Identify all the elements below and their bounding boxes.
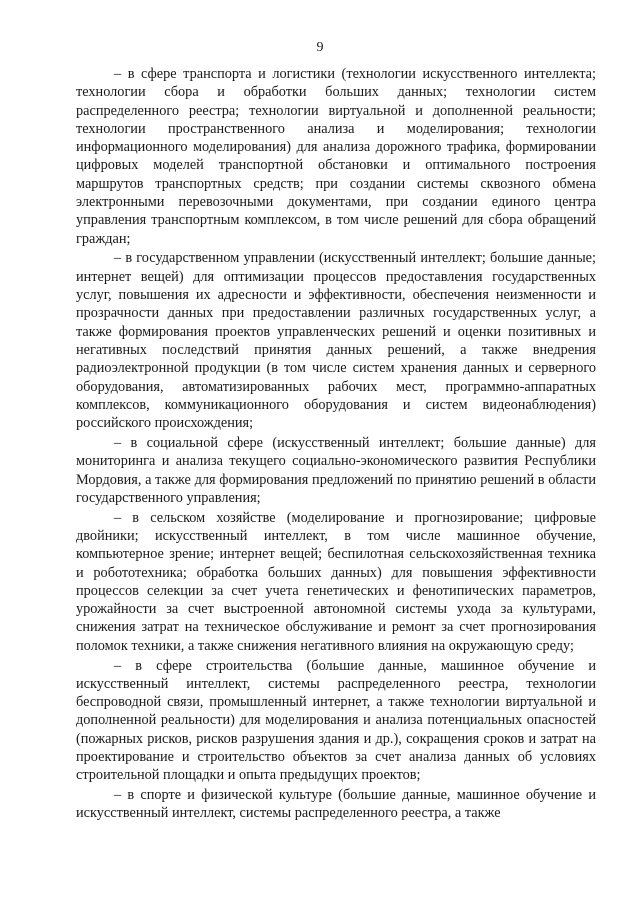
paragraph-agriculture: – в сельском хозяйстве (моделирование и прогнозирование; цифровые двойники; искусственный интеллект, в том числе машинное обучение, компьютерное зрение; интернет вещей; беспилотная сельскохозяйственная техника и робототехника; обработка больших данных) для повышения эффективности процессов селекции за счет учета генетических и фенотипических параметров, урожайности за счет выстроенной автономной системы ухода за культурами, снижения затрат на техническое обслуживание и ремонт за счет прогнозирования поломок техники, а также снижения негативного влияния на окружающую среду; — [76, 509, 596, 654]
document-body — [76, 65, 596, 824]
paragraph-government: – в государственном управлении (искусственный интеллект; большие данные; интернет вещей) для оптимизации процессов предоставления государственных услуг, повышения их адресности и эффективности, обеспечения неизменности и прозрачности данных при предоставлении различных государственных услуг, а также формирования проектов управленческих решений и оценки позитивных и негативных последствий принятия данных решений, а также внедрения радиоэлектронной продукции (в том числе систем хранения данных и серверного оборудования, автоматизированных рабочих мест, программно-аппаратных комплексов, коммуникационного оборудования и систем видеонаблюдения) российского происхождения; — [76, 250, 596, 432]
paragraph-social: – в социальной сфере (искусственный интеллект; большие данные) для мониторинга и анализа текущего социально-экономического развития Республики Мордовия, а также для формирования предложений по принятию решений в области государственного управления; — [76, 434, 596, 506]
paragraph-sport: – в спорте и физической культуре (большие данные, машинное обучение и искусственный интеллект, системы распределенного реестра, а также — [76, 787, 596, 822]
paragraph-transport: – в сфере транспорта и логистики (технологии искусственного интеллекта; технологии сбора и обработки больших данных; технологии систем распределенного реестра; технологии виртуальной и дополненной реальности; технологии пространственного анализа и моделирования; технологии информационного моделирования) для анализа дорожного трафика, формировании цифровых моделей транспортной обстановки и оптимального построения маршрутов транспортных средств; при создании системы сквозного обмена электронными перевозочными документами, при создании единого центра управления транспортным комплексом, в том числе решений для сбора обращений граждан; — [76, 66, 596, 247]
page-number: 9 — [316, 40, 324, 55]
paragraph-construction: – в сфере строительства (большие данные, машинное обучение и искусственный интеллект, системы распределенного реестра, технологии беспроводной связи, промышленный интернет, а также технологии виртуальной и дополненной реальности) для моделирования и анализа потенциальных опасностей (пожарных рисков, рисков разрушения здания и др.), сокращения сроков и затрат на проектирование и строительство объектов за счет анализа данных об условиях строительной площадки и опыта предыдущих проектов; — [76, 657, 596, 784]
